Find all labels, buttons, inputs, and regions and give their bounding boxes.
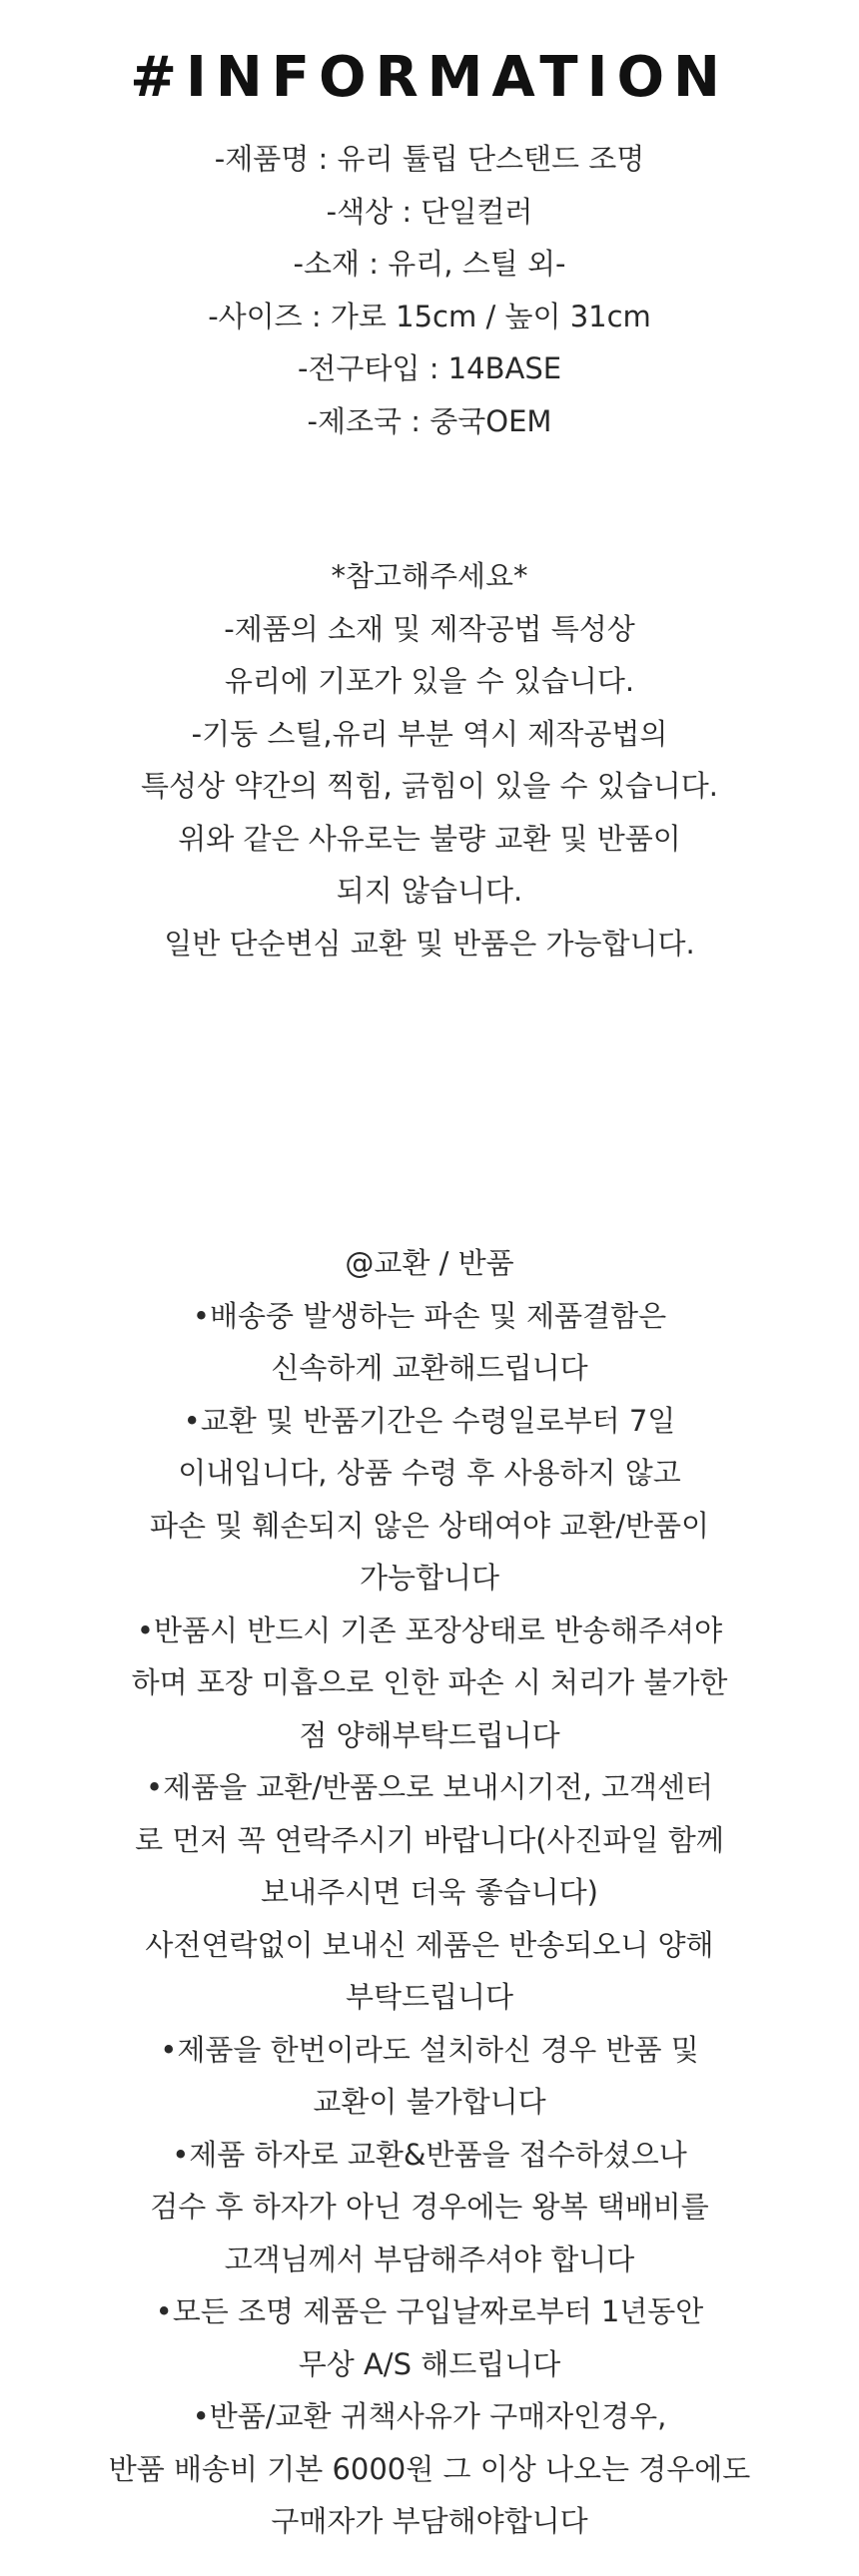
policy-line: 신속하게 교환해드립니다 bbox=[271, 1351, 588, 1385]
policy-line: 보내주시면 더욱 좋습니다) bbox=[261, 1875, 598, 1909]
policy-line: 무상 A/S 해드립니다 bbox=[298, 2346, 561, 2381]
policy-line: 반품 배송비 기본 6000원 그 이상 나오는 경우에도 bbox=[108, 2451, 751, 2486]
info-line-origin: -제조국 : 중국OEM bbox=[307, 403, 552, 438]
policy-line: •배송중 발생하는 파손 및 제품결함은 bbox=[192, 1298, 667, 1333]
notice-line: -기둥 스틸,유리 부분 역시 제작공법의 bbox=[191, 716, 668, 751]
info-line-material: -소재 : 유리, 스틸 외- bbox=[293, 247, 566, 281]
product-info-block bbox=[0, 133, 859, 447]
policy-line: 가능합니다 bbox=[359, 1561, 500, 1595]
info-line-bulb: -전구타입 : 14BASE bbox=[297, 351, 562, 385]
policy-line: •반품시 반드시 기존 포장상태로 반송해주셔야 bbox=[136, 1612, 723, 1647]
policy-line: 파손 및 훼손되지 않은 상태여야 교환/반품이 bbox=[149, 1508, 710, 1543]
notice-line: 일반 단순변심 교환 및 반품은 가능합니다. bbox=[164, 926, 695, 961]
notice-line: 유리에 기포가 있을 수 있습니다. bbox=[224, 664, 635, 698]
policy-line: 하며 포장 미흡으로 인한 파손 시 처리가 불가한 bbox=[131, 1665, 728, 1699]
policy-line: 구매자가 부담해야합니다 bbox=[271, 2504, 588, 2538]
policy-line: 이내입니다, 상품 수령 후 사용하지 않고 bbox=[178, 1456, 681, 1490]
notice-block bbox=[0, 550, 859, 969]
policy-line: •모든 조명 제품은 구입날짜로부터 1년동안 bbox=[155, 2294, 704, 2328]
info-line-color: -색상 : 단일컬러 bbox=[326, 194, 533, 229]
info-line-name: -제품명 : 유리 튤립 단스탠드 조명 bbox=[214, 142, 645, 176]
notice-line: 위와 같은 사유로는 불량 교환 및 반품이 bbox=[178, 821, 681, 856]
notice-line: 되지 않습니다. bbox=[336, 874, 523, 908]
policy-line: 검수 후 하자가 아닌 경우에는 왕복 택배비를 bbox=[150, 2190, 709, 2224]
policy-line: 교환이 불가합니다 bbox=[313, 2085, 546, 2119]
policy-heading: @교환 / 반품 bbox=[345, 1246, 514, 1280]
info-line-size: -사이즈 : 가로 15cm / 높이 31cm bbox=[208, 299, 651, 333]
policy-line: •제품을 한번이라도 설치하신 경우 반품 및 bbox=[160, 2032, 699, 2067]
policy-line: 부탁드립니다 bbox=[345, 1980, 514, 2014]
policy-line: 점 양해부탁드립니다 bbox=[299, 1717, 560, 1752]
policy-line: 로 먼저 꼭 연락주시기 바랍니다(사진파일 함께 bbox=[135, 1822, 724, 1857]
notice-line: 특성상 약간의 찍힘, 긁힘이 있을 수 있습니다. bbox=[141, 769, 718, 803]
notice-line: -제품의 소재 및 제작공법 특성상 bbox=[224, 611, 635, 646]
exchange-return-policy bbox=[0, 1237, 859, 2548]
policy-line: •교환 및 반품기간은 수령일로부터 7일 bbox=[183, 1403, 676, 1438]
page-title: #INFORMATION bbox=[130, 45, 729, 110]
policy-line: 사전연락없이 보내신 제품은 반송되오니 양해 bbox=[145, 1927, 714, 1962]
policy-line: •제품을 교환/반품으로 보내시기전, 고객센터 bbox=[145, 1770, 713, 1804]
policy-line: 고객님께서 부담해주셔야 합니다 bbox=[224, 2242, 635, 2276]
policy-line: •제품 하자로 교환&반품을 접수하셨으나 bbox=[172, 2137, 687, 2172]
policy-line: •반품/교환 귀책사유가 구매자인경우, bbox=[192, 2399, 667, 2433]
notice-heading: *참고해주세요* bbox=[331, 559, 528, 593]
